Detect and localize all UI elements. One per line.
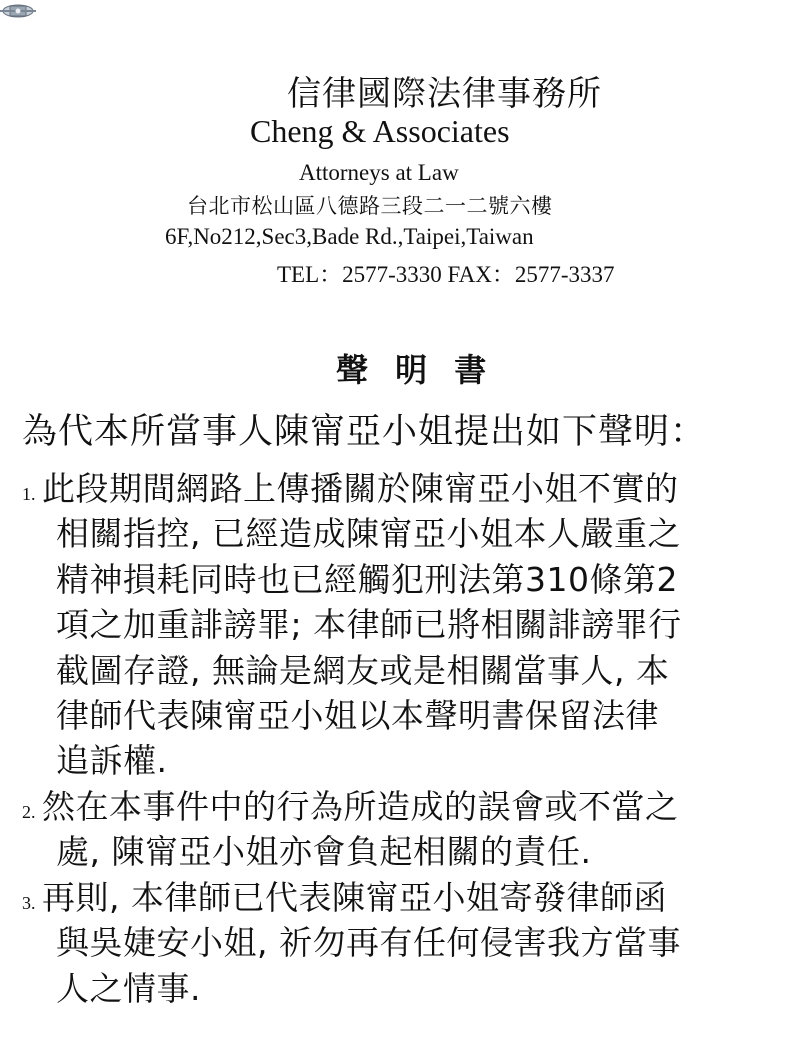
item-line: 項之加重誹謗罪; 本律師已將相關誹謗罪行 <box>56 605 682 645</box>
statement-item-3 <box>42 875 681 1011</box>
contact-info: TEL：2577-3330 FAX：2577-3337 <box>277 262 615 287</box>
item-line: 與吳婕安小姐, 祈勿再有任何侵害我方當事 <box>56 923 681 963</box>
item-line: 律師代表陳甯亞小姐以本聲明書保留法律 <box>56 696 659 736</box>
item-line: 相關指控, 已經造成陳甯亞小姐本人嚴重之 <box>56 514 681 554</box>
firm-name-chinese: 信律國際法律事務所 <box>287 74 602 114</box>
address-chinese: 台北市松山區八德路三段二一二號六樓 <box>187 194 553 218</box>
firm-subtitle: Attorneys at Law <box>299 160 459 185</box>
item-line: 再則, 本律師已代表陳甯亞小姐寄發律師函 <box>42 878 667 917</box>
item-line: 精神損耗同時也已經觸犯刑法第310條第2 <box>56 559 678 599</box>
item-line: 此段期間網路上傳播關於陳甯亞小姐不實的 <box>42 469 679 508</box>
item-number: 3. <box>22 893 36 913</box>
law-firm-logo-icon <box>0 0 36 22</box>
item-line: 處, 陳甯亞小姐亦會負起相關的責任. <box>56 832 592 872</box>
item-number: 1. <box>22 484 36 504</box>
item-line: 人之情事. <box>56 968 201 1008</box>
item-line: 然在本事件中的行為所造成的誤會或不當之 <box>42 787 679 826</box>
statement-item-1 <box>42 466 682 784</box>
statement-intro: 為代本所當事人陳甯亞小姐提出如下聲明： <box>22 412 707 452</box>
statement-item-2 <box>42 784 679 875</box>
item-line: 截圖存證, 無論是網友或是相關當事人, 本 <box>56 650 670 690</box>
document-title: 聲 明 書 <box>336 351 495 389</box>
address-english: 6F,No212,Sec3,Bade Rd.,Taipei,Taiwan <box>165 224 534 249</box>
firm-name-english: Cheng & Associates <box>250 113 510 149</box>
item-number: 2. <box>22 802 36 822</box>
item-line: 追訴權. <box>56 741 168 781</box>
